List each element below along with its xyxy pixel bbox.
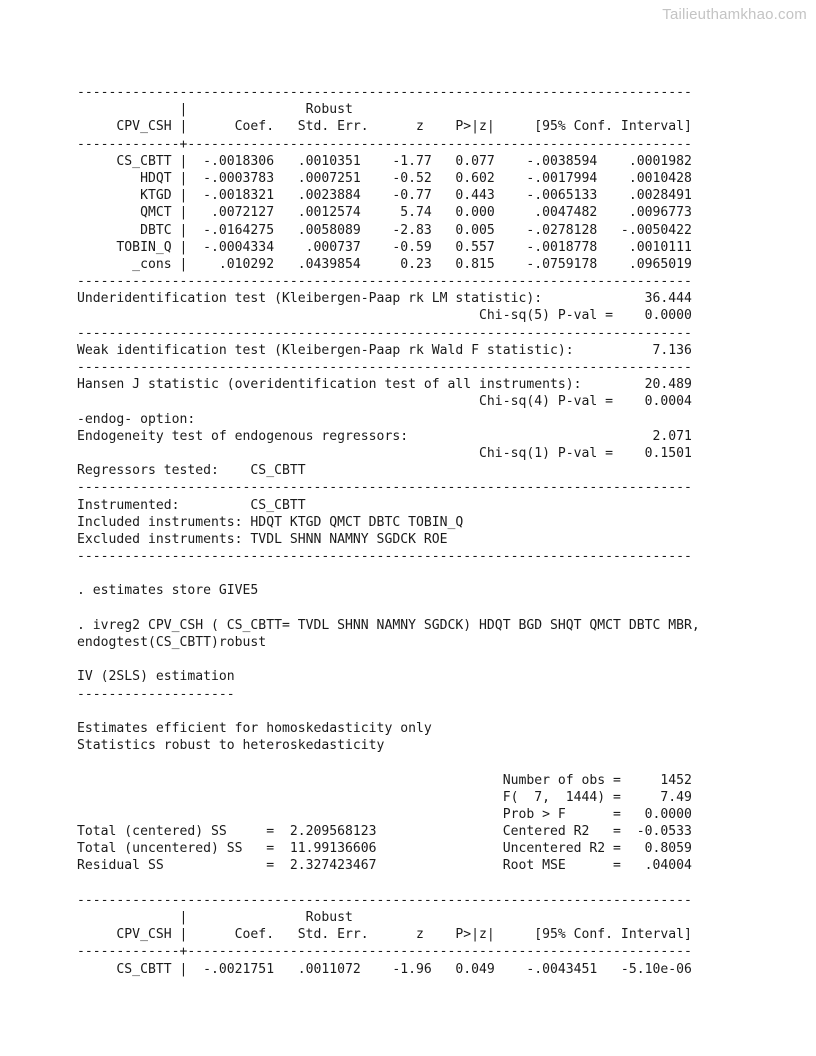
output-line: Underidentification test (Kleibergen-Paap rk LM statistic): 36.444 — [77, 291, 692, 307]
output-line: Total (uncentered) SS = 11.99136606 Uncentered R2 = 0.8059 — [77, 841, 692, 857]
output-line: Weak identification test (Kleibergen-Paap rk Wald F statistic): 7.136 — [77, 342, 692, 358]
output-line: Instrumented: CS_CBTT — [77, 497, 306, 513]
output-line: ------------------------------------------------------------------------------ — [77, 85, 692, 100]
output-line: CPV_CSH | Coef. Std. Err. z P>|z| [95% Conf. Interval] — [77, 119, 692, 135]
output-line: KTGD | -.0018321 .0023884 -0.77 0.443 -.0065133 .0028491 — [77, 188, 692, 204]
output-line — [77, 754, 700, 771]
output-line: DBTC | -.0164275 .0058089 -2.83 0.005 -.0278128 -.0050422 — [77, 222, 692, 238]
output-line: Endogeneity test of endogenous regressors: 2.071 — [77, 428, 692, 444]
output-line: Total (centered) SS = 2.209568123 Centered R2 = -0.0533 — [77, 824, 692, 840]
output-line: ------------------------------------------------------------------------------ — [77, 892, 692, 908]
output-line — [77, 651, 700, 668]
output-line: ------------------------------------------------------------------------------ — [77, 480, 692, 496]
output-line: Number of obs = 1452 — [77, 772, 692, 788]
output-line — [77, 703, 700, 720]
output-line: CS_CBTT | -.0021751 .0011072 -1.96 0.049 -.0043451 -5.10e-06 — [77, 961, 692, 977]
output-line — [77, 875, 700, 892]
output-line: CS_CBTT | -.0018306 .0010351 -1.77 0.077 -.0038594 .0001982 — [77, 153, 692, 169]
output-line: Hansen J statistic (overidentification test of all instruments): 20.489 — [77, 377, 692, 393]
output-line: Estimates efficient for homoskedasticity only — [77, 720, 432, 736]
output-line: ------------------------------------------------------------------------------ — [77, 549, 692, 565]
output-line: Chi-sq(1) P-val = 0.1501 — [77, 445, 692, 461]
output-line: TOBIN_Q | -.0004334 .000737 -0.59 0.557 -.0018778 .0010111 — [77, 239, 692, 255]
output-line: | Robust — [77, 910, 353, 925]
output-line: Excluded instruments: TVDL SHNN NAMNY SGDCK ROE — [77, 531, 448, 547]
stata-output-log — [77, 84, 700, 978]
output-line: ------------------------------------------------------------------------------ — [77, 274, 692, 290]
output-line: | Robust — [77, 102, 353, 118]
output-line — [77, 600, 700, 617]
output-line: Regressors tested: CS_CBTT — [77, 463, 306, 479]
output-line — [77, 565, 700, 582]
output-line: F( 7, 1444) = 7.49 — [77, 789, 692, 805]
output-line: . ivreg2 CPV_CSH ( CS_CBTT= TVDL SHNN NAMNY SGDCK) HDQT BGD SHQT QMCT DBTC MBR, — [77, 617, 700, 633]
output-line: ------------------------------------------------------------------------------ — [77, 360, 692, 375]
output-line: -------------+---------------------------------------------------------------- — [77, 136, 692, 152]
output-line: ------------------------------------------------------------------------------ — [77, 325, 692, 341]
output-line: Statistics robust to heteroskedasticity — [77, 738, 385, 754]
output-line: Included instruments: HDQT KTGD QMCT DBTC TOBIN_Q — [77, 514, 464, 530]
output-line: endogtest(CS_CBTT)robust — [77, 635, 267, 650]
output-line: HDQT | -.0003783 .0007251 -0.52 0.602 -.0017994 .0010428 — [77, 170, 692, 186]
output-line: Chi-sq(5) P-val = 0.0000 — [77, 308, 692, 324]
output-line: -------------------- — [77, 686, 235, 702]
output-line: QMCT | .0072127 .0012574 5.74 0.000 .0047482 .0096773 — [77, 205, 692, 221]
output-line: -------------+---------------------------------------------------------------- — [77, 944, 692, 960]
output-line: _cons | .010292 .0439854 0.23 0.815 -.0759178 .0965019 — [77, 256, 692, 272]
output-line: IV (2SLS) estimation — [77, 669, 235, 685]
output-line: -endog- option: — [77, 411, 196, 427]
output-line: Residual SS = 2.327423467 Root MSE = .04004 — [77, 858, 692, 874]
output-line: CPV_CSH | Coef. Std. Err. z P>|z| [95% Conf. Interval] — [77, 927, 692, 943]
watermark: Tailieuthamkhao.com — [662, 6, 807, 23]
output-line: . estimates store GIVE5 — [77, 583, 259, 599]
output-line: Prob > F = 0.0000 — [77, 806, 692, 822]
output-line: Chi-sq(4) P-val = 0.0004 — [77, 394, 692, 410]
